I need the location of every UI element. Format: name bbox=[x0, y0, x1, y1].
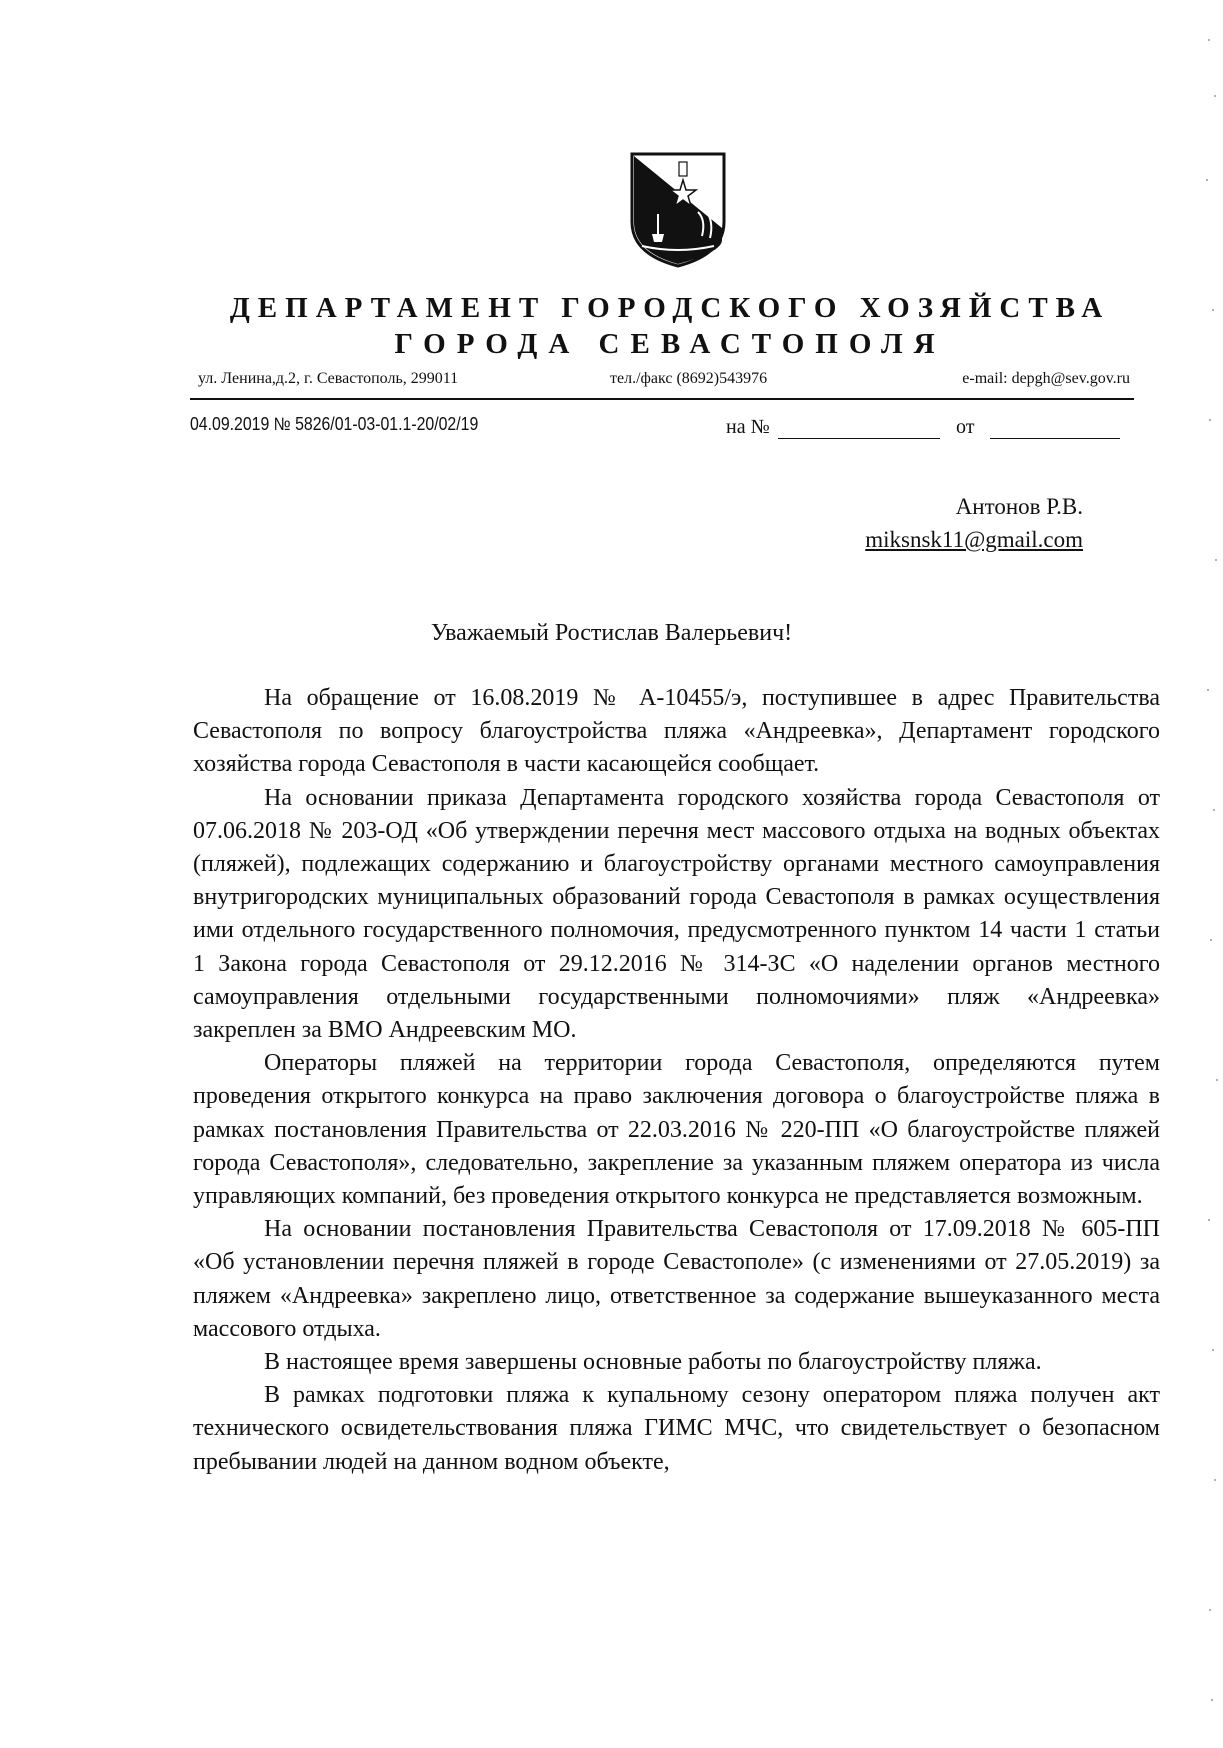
registration-number: 04.09.2019 № 5826/01-03-01.1-20/02/19 bbox=[190, 414, 479, 434]
recipient-name: Антонов Р.В. bbox=[955, 494, 1083, 519]
paragraph: На основании приказа Департамента городского хозяйства города Севастополя от 07.06.2018 № 203-ОД «Об утверждении перечня мест массового отдыха на водных объектах (пляжей), подлежащих содержанию и благоустройству органами местного самоуправления внутригородских муниципальных образований города Севастополя в рамках осуществления ими отдельного государственного полномочия, предусмотренного пунктом 14 части 1 статьи 1 Закона города Севастополя от 29.12.2016 № 314-ЗС «О наделении органов местного самоуправления отдельными государственными полномочиями» пляж «Андреевка» закреплен за ВМО Андреевским МО. bbox=[193, 784, 1160, 1044]
department-title-line1: ДЕПАРТАМЕНТ ГОРОДСКОГО ХОЗЯЙСТВА bbox=[229, 292, 1111, 324]
paragraph: На обращение от 16.08.2019 № А-10455/э, поступившее в адрес Правительства Севастополя по вопросу благоустройства пляжа «Андреевка», Департамент городского хозяйства города Севастополя в части касающейся сообщает. bbox=[193, 685, 1160, 778]
reference-label: на № bbox=[726, 416, 770, 438]
from-blank-line bbox=[990, 438, 1120, 439]
address: ул. Ленина,д.2, г. Севастополь, 299011 bbox=[198, 370, 459, 387]
sevastopol-coat-of-arms-icon bbox=[628, 150, 728, 270]
department-title-line2: ГОРОДА СЕВАСТОПОЛЯ bbox=[394, 328, 946, 360]
reference-blank-line bbox=[778, 438, 940, 439]
paragraph: Операторы пляжей на территории города Севастополя, определяются путем проведения открытого конкурса на право заключения договора о благоустройстве пляжа в рамках постановления Правительства от 22.03.2016 № 220-ПП «О благоустройстве пляжей города Севастополя», следовательно, закрепление за указанным пляжем оператора из числа управляющих компаний, без проведения открытого конкурса не представляется возможным. bbox=[193, 1050, 1160, 1210]
paragraph: На основании постановления Правительства Севастополя от 17.09.2018 № 605-ПП «Об установлении перечня пляжей в городе Севастополе» (с изменениями от 27.05.2019) за пляжем «Андреевка» закреплено лицо, ответственное за содержание вышеуказанного места массового отдыха. bbox=[193, 1216, 1160, 1342]
phone-fax: тел./факс (8692)543976 bbox=[610, 370, 768, 387]
letterhead-contacts bbox=[198, 370, 1130, 394]
recipient-block bbox=[865, 490, 1083, 556]
letter-body bbox=[193, 682, 1160, 1479]
recipient-email[interactable]: miksnsk11@gmail.com bbox=[865, 527, 1083, 552]
scan-edge-noise bbox=[1201, 0, 1223, 1748]
letterhead-divider bbox=[190, 398, 1134, 400]
greeting: Уважаемый Ростислав Валерьевич! bbox=[430, 620, 793, 646]
from-label: от bbox=[956, 416, 975, 438]
registration-row bbox=[190, 412, 1134, 442]
department-email: e-mail: depgh@sev.gov.ru bbox=[962, 370, 1130, 387]
paragraph: В настоящее время завершены основные работы по благоустройству пляжа. bbox=[264, 1349, 1042, 1376]
paragraph: В рамках подготовки пляжа к купальному сезону оператором пляжа получен акт технического освидетельствования пляжа ГИМС МЧС, что свидетельствует о безопасном пребывании людей на данном водном объекте, bbox=[193, 1382, 1160, 1475]
